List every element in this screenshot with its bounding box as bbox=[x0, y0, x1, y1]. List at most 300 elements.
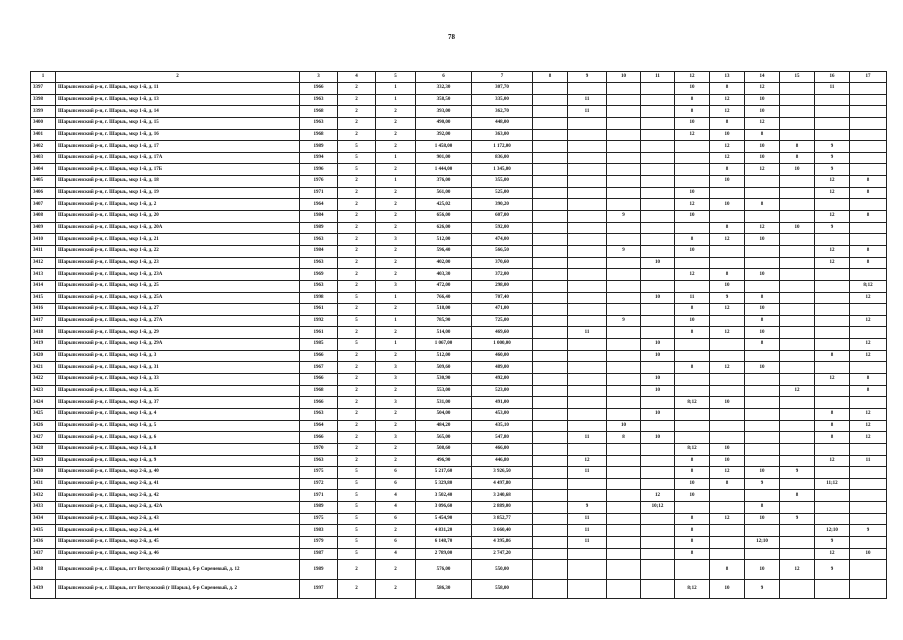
table-cell: 3408 bbox=[31, 211, 56, 223]
table-cell bbox=[607, 467, 641, 479]
table-cell bbox=[533, 117, 568, 129]
table-row bbox=[31, 420, 887, 432]
table-cell bbox=[533, 443, 568, 455]
table-cell bbox=[568, 579, 607, 599]
table-cell: 11 bbox=[850, 455, 887, 467]
table-row bbox=[31, 211, 887, 223]
table-cell: 12 bbox=[850, 432, 887, 444]
table-cell: 1998 bbox=[300, 292, 338, 304]
table-cell: 5 bbox=[338, 536, 376, 548]
table-cell: 466,00 bbox=[472, 443, 533, 455]
table-cell: 5 bbox=[338, 315, 376, 327]
table-cell: 2 bbox=[338, 257, 376, 269]
table-cell: 5 454,90 bbox=[416, 513, 472, 525]
table-cell: 2 bbox=[338, 83, 376, 95]
table-cell: 8 bbox=[675, 94, 710, 106]
table-cell bbox=[815, 467, 850, 479]
table-cell bbox=[710, 245, 745, 257]
table-cell bbox=[780, 315, 815, 327]
table-cell bbox=[710, 525, 745, 537]
table-cell bbox=[607, 350, 641, 362]
table-cell bbox=[850, 490, 887, 502]
table-cell: 10 bbox=[745, 152, 780, 164]
housing-register-table bbox=[30, 71, 887, 599]
table-cell bbox=[641, 129, 675, 141]
table-cell: 3424 bbox=[31, 397, 56, 409]
address-cell: Шарыпсенский р-н, г. Шарыь, мкр 1-й, д. 17А bbox=[56, 152, 300, 164]
table-cell: 531,00 bbox=[416, 397, 472, 409]
table-cell: 553,00 bbox=[416, 385, 472, 397]
table-cell: 2 bbox=[376, 164, 416, 176]
table-cell bbox=[641, 579, 675, 599]
table-cell: 8 bbox=[710, 478, 745, 490]
table-cell bbox=[745, 455, 780, 467]
table-cell: 1968 bbox=[300, 385, 338, 397]
table-cell: 12 bbox=[745, 222, 780, 234]
table-cell bbox=[607, 269, 641, 281]
table-cell bbox=[607, 455, 641, 467]
table-cell: 1 bbox=[376, 315, 416, 327]
table-cell bbox=[850, 513, 887, 525]
table-row bbox=[31, 548, 887, 560]
table-cell bbox=[641, 176, 675, 188]
table-cell: 2 bbox=[338, 234, 376, 246]
table-cell bbox=[745, 245, 780, 257]
table-cell: 1 bbox=[376, 339, 416, 351]
table-cell bbox=[533, 269, 568, 281]
table-cell: 10 bbox=[745, 513, 780, 525]
table-cell bbox=[815, 199, 850, 211]
table-cell: 2 bbox=[376, 211, 416, 223]
table-cell bbox=[815, 502, 850, 514]
table-cell bbox=[533, 141, 568, 153]
table-cell bbox=[710, 548, 745, 560]
table-cell bbox=[533, 187, 568, 199]
table-cell: 1984 bbox=[300, 211, 338, 223]
table-cell: 1 067,00 bbox=[416, 339, 472, 351]
table-cell: 8 bbox=[710, 164, 745, 176]
address-cell: Шарыпсенский р-н, г. Шарыь, мкр 1-й, д. 23А bbox=[56, 269, 300, 281]
table-cell: 3 096,60 bbox=[416, 502, 472, 514]
table-cell: 2 bbox=[338, 374, 376, 386]
table-cell: 358,50 bbox=[416, 94, 472, 106]
table-cell bbox=[815, 106, 850, 118]
table-cell bbox=[850, 83, 887, 95]
table-cell bbox=[607, 443, 641, 455]
column-header: 2 bbox=[56, 72, 300, 83]
table-cell: 2 bbox=[338, 560, 376, 580]
table-cell bbox=[745, 280, 780, 292]
table-cell: 12 bbox=[815, 187, 850, 199]
table-cell: 1 458,00 bbox=[416, 141, 472, 153]
table-cell: 8 bbox=[815, 350, 850, 362]
table-cell: 1989 bbox=[300, 222, 338, 234]
table-cell bbox=[568, 362, 607, 374]
table-cell: 785,90 bbox=[416, 315, 472, 327]
table-row bbox=[31, 94, 887, 106]
table-cell bbox=[850, 397, 887, 409]
table-cell bbox=[533, 560, 568, 580]
table-cell: 2 789,00 bbox=[416, 548, 472, 560]
table-cell: 607,00 bbox=[472, 211, 533, 223]
table-cell: 9 bbox=[745, 478, 780, 490]
table-cell bbox=[533, 490, 568, 502]
table-row bbox=[31, 513, 887, 525]
table-cell bbox=[568, 164, 607, 176]
table-cell bbox=[710, 315, 745, 327]
table-cell: 484,20 bbox=[416, 420, 472, 432]
table-cell: 4 bbox=[376, 490, 416, 502]
table-cell bbox=[745, 548, 780, 560]
address-cell: Шарыпсенский р-н, г. Шарыь, мкр 1-й, д. 4 bbox=[56, 408, 300, 420]
table-cell: 3417 bbox=[31, 315, 56, 327]
table-cell bbox=[607, 187, 641, 199]
address-cell: Шарыпсенский р-н, г. Шарыь, мкр 1-й, д. 15 bbox=[56, 117, 300, 129]
table-cell: 11 bbox=[568, 432, 607, 444]
table-cell bbox=[675, 141, 710, 153]
table-cell bbox=[607, 152, 641, 164]
table-cell bbox=[850, 129, 887, 141]
table-cell: 1 bbox=[376, 94, 416, 106]
table-cell bbox=[815, 129, 850, 141]
table-cell bbox=[641, 234, 675, 246]
table-cell bbox=[607, 83, 641, 95]
table-cell: 1966 bbox=[300, 432, 338, 444]
table-cell bbox=[780, 420, 815, 432]
table-cell bbox=[533, 432, 568, 444]
table-cell bbox=[568, 234, 607, 246]
table-row bbox=[31, 269, 887, 281]
table-cell bbox=[607, 478, 641, 490]
table-cell bbox=[533, 467, 568, 479]
table-cell bbox=[533, 385, 568, 397]
table-cell bbox=[850, 304, 887, 316]
table-cell: 10 bbox=[745, 362, 780, 374]
table-cell: 472,00 bbox=[416, 280, 472, 292]
table-cell bbox=[533, 292, 568, 304]
table-cell bbox=[533, 83, 568, 95]
table-cell: 766,40 bbox=[416, 292, 472, 304]
column-header: 5 bbox=[376, 72, 416, 83]
table-cell: 2 bbox=[376, 222, 416, 234]
table-cell bbox=[780, 129, 815, 141]
table-cell bbox=[850, 199, 887, 211]
table-cell bbox=[710, 536, 745, 548]
table-cell: 518,00 bbox=[416, 304, 472, 316]
table-cell: 626,00 bbox=[416, 222, 472, 234]
table-cell bbox=[568, 152, 607, 164]
table-cell: 9 bbox=[850, 525, 887, 537]
table-cell: 5 bbox=[338, 467, 376, 479]
table-cell bbox=[675, 502, 710, 514]
table-cell: 558,00 bbox=[472, 579, 533, 599]
table-cell: 8 bbox=[850, 187, 887, 199]
address-cell: Шарыпсенский р-н, г. Шарыь, мкр 1-й, д. 11 bbox=[56, 83, 300, 95]
table-cell: 11 bbox=[815, 83, 850, 95]
table-cell: 8 bbox=[850, 374, 887, 386]
table-cell bbox=[533, 129, 568, 141]
table-cell: 9 bbox=[607, 245, 641, 257]
table-cell: 5 bbox=[338, 548, 376, 560]
table-cell: 8 bbox=[745, 315, 780, 327]
address-cell: Шарыпсенский р-н, г. Шарыь, мкр 2-й, д. 41 bbox=[56, 478, 300, 490]
table-cell bbox=[533, 408, 568, 420]
table-cell: 496,90 bbox=[416, 455, 472, 467]
table-cell: 3429 bbox=[31, 455, 56, 467]
table-cell bbox=[815, 490, 850, 502]
table-cell: 3420 bbox=[31, 350, 56, 362]
table-cell: 3 852,77 bbox=[472, 513, 533, 525]
table-cell: 2 bbox=[376, 187, 416, 199]
table-cell bbox=[710, 374, 745, 386]
header-row bbox=[31, 72, 887, 83]
table-cell: 491,00 bbox=[472, 397, 533, 409]
table-cell: 10 bbox=[745, 106, 780, 118]
table-cell: 1971 bbox=[300, 490, 338, 502]
table-cell: 12 bbox=[710, 327, 745, 339]
table-cell: 372,00 bbox=[472, 269, 533, 281]
address-cell: Шарыпсенский р-н, г. Шарыь, мкр 1-й, д. 29А bbox=[56, 339, 300, 351]
table-cell: 2 bbox=[338, 269, 376, 281]
table-row bbox=[31, 222, 887, 234]
table-cell bbox=[710, 490, 745, 502]
table-cell: 2 bbox=[376, 141, 416, 153]
address-cell: Шарыпсенский р-н, г. Шарыь, мкр 1-й, д. 17 bbox=[56, 141, 300, 153]
table-cell: 1997 bbox=[300, 579, 338, 599]
table-cell bbox=[850, 164, 887, 176]
table-cell bbox=[641, 420, 675, 432]
table-cell: 8 bbox=[675, 513, 710, 525]
table-cell: 9 bbox=[607, 211, 641, 223]
address-cell: Шарыпсенский р-н, г. Шарыь, мкр 2-й, д. 40 bbox=[56, 467, 300, 479]
table-cell bbox=[710, 432, 745, 444]
table-cell: 2 747,20 bbox=[472, 548, 533, 560]
table-cell: 5 bbox=[338, 141, 376, 153]
table-cell: 8 bbox=[745, 199, 780, 211]
table-cell: 3433 bbox=[31, 502, 56, 514]
table-cell: 12 bbox=[780, 385, 815, 397]
table-cell: 6 bbox=[376, 478, 416, 490]
table-cell: 2 bbox=[338, 211, 376, 223]
table-cell: 3436 bbox=[31, 536, 56, 548]
table-cell bbox=[568, 245, 607, 257]
table-cell: 8 bbox=[675, 106, 710, 118]
table-cell bbox=[850, 106, 887, 118]
table-cell: 10 bbox=[710, 176, 745, 188]
address-cell: Шарыпсенский р-н, г. Шарыь, мкр 2-й, д. 42А bbox=[56, 502, 300, 514]
table-cell bbox=[850, 234, 887, 246]
table-cell: 10 bbox=[745, 327, 780, 339]
table-cell: 1966 bbox=[300, 397, 338, 409]
table-cell: 1984 bbox=[300, 245, 338, 257]
table-cell bbox=[533, 548, 568, 560]
table-cell: 2 bbox=[338, 304, 376, 316]
table-cell: 2 bbox=[338, 420, 376, 432]
table-cell bbox=[675, 385, 710, 397]
table-cell: 2 bbox=[338, 455, 376, 467]
table-cell bbox=[675, 408, 710, 420]
column-header: 14 bbox=[745, 72, 780, 83]
table-cell: 596,40 bbox=[416, 245, 472, 257]
table-cell: 8 bbox=[710, 117, 745, 129]
table-cell bbox=[568, 408, 607, 420]
table-row bbox=[31, 152, 887, 164]
table-cell: 12 bbox=[850, 350, 887, 362]
table-cell bbox=[710, 502, 745, 514]
table-cell bbox=[641, 199, 675, 211]
table-cell: 10 bbox=[641, 350, 675, 362]
table-cell bbox=[641, 304, 675, 316]
table-cell: 2 bbox=[338, 432, 376, 444]
table-cell: 3427 bbox=[31, 432, 56, 444]
table-cell bbox=[641, 455, 675, 467]
table-cell: 1 bbox=[376, 152, 416, 164]
table-cell bbox=[641, 525, 675, 537]
table-cell bbox=[745, 408, 780, 420]
table-cell: 12 bbox=[710, 106, 745, 118]
table-cell: 3 bbox=[376, 397, 416, 409]
column-header: 8 bbox=[533, 72, 568, 83]
table-cell bbox=[780, 234, 815, 246]
address-cell: Шарыпсенский р-н, г. Шарыь, мкр 1-й, д. 33 bbox=[56, 374, 300, 386]
table-cell bbox=[850, 152, 887, 164]
table-cell bbox=[641, 141, 675, 153]
table-cell: 8 bbox=[815, 420, 850, 432]
table-cell: 1 172,00 bbox=[472, 141, 533, 153]
table-cell: 2 bbox=[376, 304, 416, 316]
table-cell bbox=[780, 548, 815, 560]
table-cell bbox=[533, 525, 568, 537]
table-row bbox=[31, 83, 887, 95]
table-cell: 8 bbox=[675, 327, 710, 339]
table-cell: 592,00 bbox=[472, 222, 533, 234]
table-cell: 11 bbox=[568, 106, 607, 118]
table-cell bbox=[710, 420, 745, 432]
table-cell: 5 bbox=[338, 513, 376, 525]
table-cell: 490,00 bbox=[416, 117, 472, 129]
table-cell: 10 bbox=[745, 234, 780, 246]
table-cell: 1 bbox=[376, 83, 416, 95]
table-cell bbox=[607, 304, 641, 316]
table-cell: 836,00 bbox=[472, 152, 533, 164]
table-body bbox=[31, 83, 887, 599]
table-cell: 3409 bbox=[31, 222, 56, 234]
table-cell bbox=[675, 257, 710, 269]
table-cell bbox=[568, 187, 607, 199]
table-cell bbox=[850, 443, 887, 455]
table-cell: 3418 bbox=[31, 327, 56, 339]
table-row bbox=[31, 502, 887, 514]
table-cell bbox=[607, 106, 641, 118]
table-cell: 298,00 bbox=[472, 280, 533, 292]
table-cell bbox=[641, 222, 675, 234]
table-cell: 8 bbox=[675, 467, 710, 479]
table-cell bbox=[533, 199, 568, 211]
table-cell: 2 bbox=[338, 327, 376, 339]
table-row bbox=[31, 525, 887, 537]
table-cell: 11 bbox=[568, 513, 607, 525]
table-cell: 5 bbox=[338, 164, 376, 176]
table-cell bbox=[533, 152, 568, 164]
table-cell: 12;10 bbox=[745, 536, 780, 548]
table-cell: 12 bbox=[710, 362, 745, 374]
table-cell bbox=[710, 187, 745, 199]
table-cell: 2 bbox=[376, 199, 416, 211]
table-cell bbox=[641, 83, 675, 95]
table-cell bbox=[850, 478, 887, 490]
table-row bbox=[31, 478, 887, 490]
table-cell: 550,00 bbox=[472, 560, 533, 580]
table-cell bbox=[710, 339, 745, 351]
address-cell: Шарыпсенский р-н, г. Шарыь, мкр 1-й, д. 19 bbox=[56, 187, 300, 199]
column-header: 7 bbox=[472, 72, 533, 83]
table-cell bbox=[745, 374, 780, 386]
table-cell: 9 bbox=[780, 467, 815, 479]
table-cell: 390,20 bbox=[472, 199, 533, 211]
table-cell bbox=[780, 339, 815, 351]
table-cell bbox=[607, 257, 641, 269]
table-cell bbox=[780, 83, 815, 95]
table-cell: 8 bbox=[780, 490, 815, 502]
table-cell: 10 bbox=[710, 579, 745, 599]
table-cell bbox=[675, 432, 710, 444]
table-cell bbox=[533, 536, 568, 548]
address-cell: Шарыпсенский р-н, г. Шарыь, мкр 1-й, д. 23 bbox=[56, 257, 300, 269]
table-cell: 12 bbox=[675, 129, 710, 141]
table-cell bbox=[641, 327, 675, 339]
table-cell: 3413 bbox=[31, 269, 56, 281]
table-cell: 8 bbox=[745, 292, 780, 304]
table-cell bbox=[815, 94, 850, 106]
table-cell bbox=[533, 455, 568, 467]
table-cell bbox=[607, 94, 641, 106]
table-cell: 12 bbox=[850, 408, 887, 420]
table-cell: 8 bbox=[850, 211, 887, 223]
table-cell bbox=[850, 141, 887, 153]
table-cell: 2 bbox=[376, 257, 416, 269]
table-cell: 10 bbox=[675, 211, 710, 223]
table-cell: 2 bbox=[376, 443, 416, 455]
table-cell: 2 bbox=[376, 455, 416, 467]
table-cell: 656,00 bbox=[416, 211, 472, 223]
table-cell bbox=[641, 269, 675, 281]
table-cell bbox=[780, 536, 815, 548]
table-cell: 576,00 bbox=[416, 560, 472, 580]
address-cell: Шарыпсенский р-н, г. Шарыь, мкр 1-й, д. 22 bbox=[56, 245, 300, 257]
table-cell: 1966 bbox=[300, 83, 338, 95]
table-cell: 492,00 bbox=[472, 374, 533, 386]
table-cell: 6 bbox=[376, 467, 416, 479]
table-cell bbox=[607, 339, 641, 351]
table-cell bbox=[607, 490, 641, 502]
table-cell: 10 bbox=[641, 292, 675, 304]
table-cell bbox=[780, 408, 815, 420]
address-cell: Шарыпсенский р-н, г. Шарыь, мкр 2-й, д. 42 bbox=[56, 490, 300, 502]
table-cell: 3403 bbox=[31, 152, 56, 164]
table-cell bbox=[568, 397, 607, 409]
address-cell: Шарыпсенский р-н, г. Шарыь, мкр 1-й, д. 6 bbox=[56, 432, 300, 444]
table-cell: 3431 bbox=[31, 478, 56, 490]
table-cell: 1996 bbox=[300, 164, 338, 176]
table-cell bbox=[568, 315, 607, 327]
table-cell: 10 bbox=[710, 129, 745, 141]
table-cell bbox=[780, 455, 815, 467]
table-cell bbox=[533, 94, 568, 106]
table-cell: 5 bbox=[338, 525, 376, 537]
table-cell: 12 bbox=[815, 211, 850, 223]
table-cell: 2 bbox=[376, 579, 416, 599]
table-cell bbox=[745, 490, 780, 502]
